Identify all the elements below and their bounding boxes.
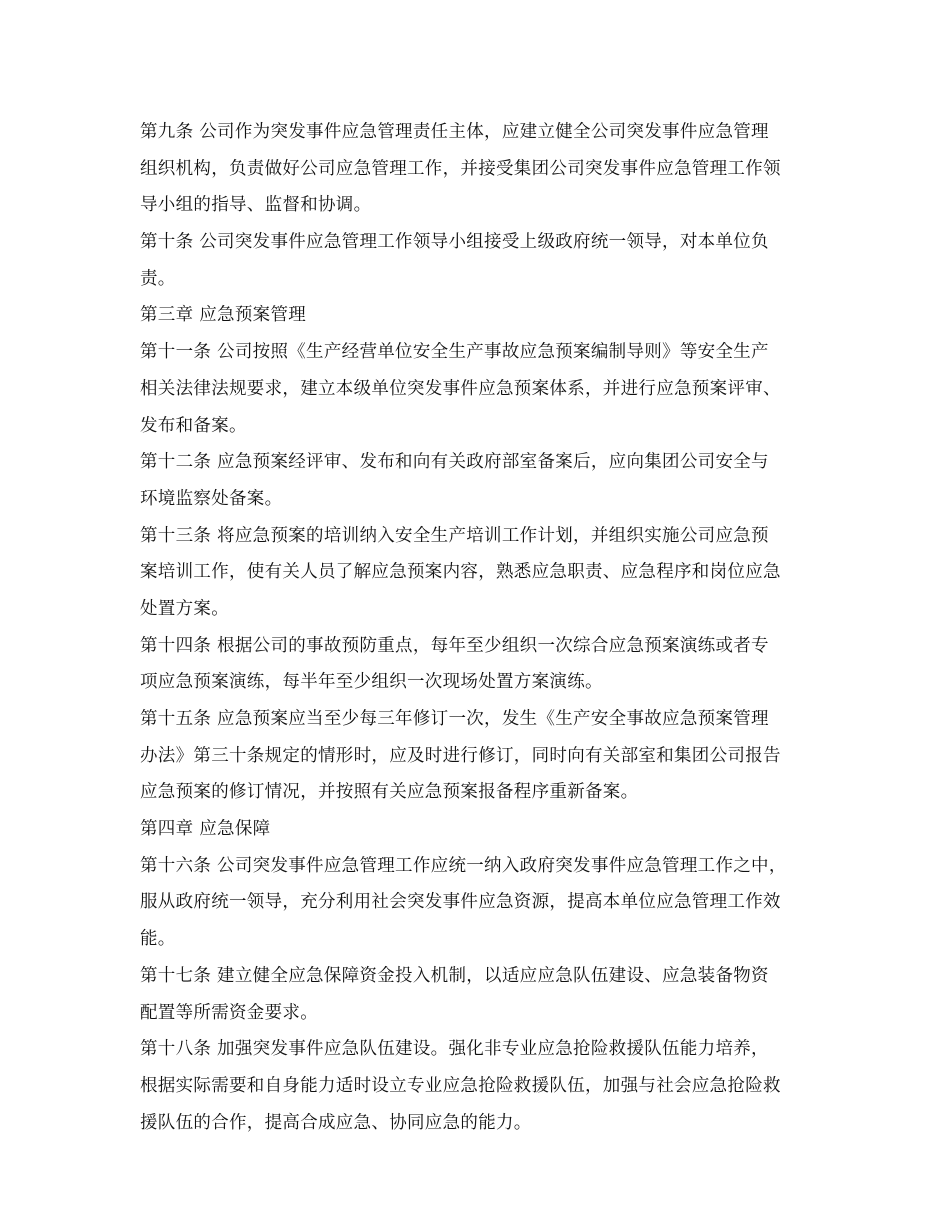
text-line: 第十二条 应急预案经评审、发布和向有关政府部室备案后，应向集团公司安全与 [140, 452, 769, 473]
text-line: 服从政府统一领导，充分利用社会突发事件应急资源，提高本单位应急管理工作效 [140, 892, 781, 913]
chapter-heading: 第四章 应急保障 [140, 819, 271, 840]
text-line: 第十七条 建立健全应急保障资金投入机制，以适应应急队伍建设、应急装备物资 [140, 965, 769, 986]
text-line: 第十五条 应急预案应当至少每三年修订一次，发生《生产安全事故应急预案管理 [140, 709, 769, 729]
chapter-heading: 第三章 应急预案管理 [140, 305, 307, 326]
text-line: 案培训工作，使有关人员了解应急预案内容，熟悉应急职责、应急程序和岗位应急 [140, 562, 781, 583]
text-line: 援队伍的合作，提高合成应急、协同应急的能力。 [140, 1112, 532, 1133]
text-line: 办法》第三十条规定的情形时，应及时进行修订，同时向有关部室和集团公司报告 [140, 745, 781, 766]
text-line: 第十六条 公司突发事件应急管理工作应统一纳入政府突发事件应急管理工作之中， [140, 855, 787, 876]
text-line: 导小组的指导、监督和协调。 [140, 195, 372, 216]
text-line: 环境监察处备案。 [140, 488, 283, 509]
text-line: 应急预案的修订情况，并按照有关应急预案报备程序重新备案。 [140, 782, 639, 803]
text-line: 发布和备案。 [140, 415, 247, 436]
text-line: 第十八条 加强突发事件应急队伍建设。强化非专业应急抢险救援队伍能力培养， [140, 1039, 769, 1060]
text-line: 第十一条 公司按照《生产经营单位安全生产事故应急预案编制导则》等安全生产 [140, 342, 769, 363]
text-line: 第十条 公司突发事件应急管理工作领导小组接受上级政府统一领导，对本单位负 [140, 232, 769, 253]
text-line: 处置方案。 [140, 598, 229, 619]
text-line: 根据实际需要和自身能力适时设立专业应急抢险救援队伍，加强与社会应急抢险救 [140, 1075, 781, 1096]
text-line: 第九条 公司作为突发事件应急管理责任主体，应建立健全公司突发事件应急管理 [140, 122, 769, 142]
text-line: 第十四条 根据公司的事故预防重点，每年至少组织一次综合应急预案演练或者专 [140, 635, 769, 656]
document-body [140, 114, 830, 1141]
text-line: 相关法律法规要求，建立本级单位突发事件应急预案体系，并进行应急预案评审、 [140, 378, 781, 399]
text-line: 第十三条 将应急预案的培训纳入安全生产培训工作计划，并组织实施公司应急预 [140, 525, 769, 546]
text-line: 责。 [140, 268, 176, 289]
text-line: 能。 [140, 929, 176, 950]
text-line: 项应急预案演练，每半年至少组织一次现场处置方案演练。 [140, 672, 603, 693]
text-line: 组织机构，负责做好公司应急管理工作，并接受集团公司突发事件应急管理工作领 [140, 158, 781, 179]
text-line: 配置等所需资金要求。 [140, 1002, 318, 1023]
